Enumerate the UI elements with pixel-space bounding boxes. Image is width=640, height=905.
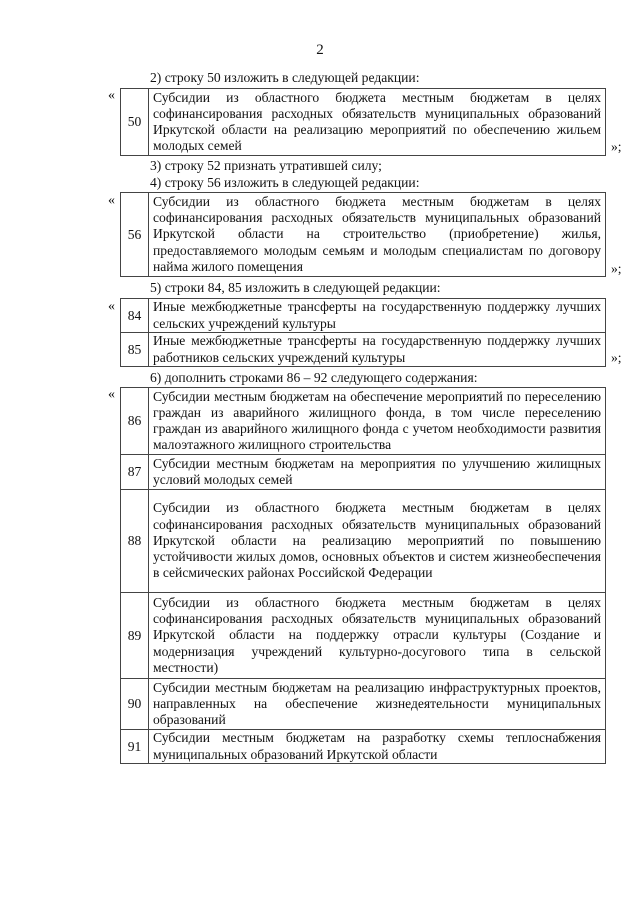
paragraph-6: 6) дополнить строками 86 – 92 следующего содержания:: [150, 370, 478, 385]
quote-open-1: «: [108, 88, 115, 103]
table-row: [121, 299, 606, 333]
row-number: 86: [121, 388, 149, 455]
quote-open-4: «: [108, 387, 115, 402]
row-number: 91: [121, 730, 149, 764]
table-row-50: [120, 88, 606, 156]
table-rows-86-91: [120, 387, 606, 764]
table-row: [121, 679, 606, 730]
table-row: [121, 593, 606, 679]
paragraph-3: 3) строку 52 признать утратившей силу;: [150, 158, 382, 173]
row-number: 50: [121, 89, 149, 156]
row-number: 87: [121, 455, 149, 490]
paragraph-5: 5) строки 84, 85 изложить в следующей редакции:: [150, 280, 441, 295]
row-number: 90: [121, 679, 149, 730]
row-text: Субсидии местным бюджетам на разработку схемы теплоснабжения муниципальных образований Иркутской области: [149, 730, 606, 764]
row-text: Субсидии из областного бюджета местным бюджетам в целях софинансирования расходных обязательств муниципальных образований Иркутской области на поддержку отрасли культуры (Создание и модернизация учреждений культурно-досугового типа в сельской местности): [149, 593, 606, 679]
table-row: [121, 333, 606, 367]
table-row: [121, 490, 606, 593]
row-number: 89: [121, 593, 149, 679]
row-text: Субсидии из областного бюджета местным бюджетам в целях софинансирования расходных обязательств муниципальных образований Иркутской области на реализацию мероприятий по повышению устойчивости жилых домов, основных объектов и систем жизнеобеспечения в сейсмических районах Российской Федерации: [149, 490, 606, 593]
row-number: 84: [121, 299, 149, 333]
quote-open-3: «: [108, 299, 115, 314]
page-number: 2: [316, 42, 324, 58]
row-text: Иные межбюджетные трансферты на государственную поддержку лучших работников сельских учреждений культуры: [149, 333, 606, 367]
row-text: Иные межбюджетные трансферты на государственную поддержку лучших сельских учреждений культуры: [149, 299, 606, 333]
table-row-56: [120, 192, 606, 277]
quote-close-2: »;: [611, 261, 622, 276]
row-text: Субсидии из областного бюджета местным бюджетам в целях софинансирования расходных обязательств муниципальных образований Иркутской области на реализацию мероприятий по обеспечению жильем молодых семей: [149, 89, 606, 156]
table-row: [121, 455, 606, 490]
table-row: [121, 730, 606, 764]
row-text: Субсидии из областного бюджета местным бюджетам в целях софинансирования расходных обязательств муниципальных образований Иркутской области на строительство (приобретение) жилья, предоставляемого молодым семьям и молодым специалистам по договору найма жилого помещения: [149, 193, 606, 277]
quote-close-3: »;: [611, 350, 622, 365]
row-number: 85: [121, 333, 149, 367]
row-text: Субсидии местным бюджетам на мероприятия по улучшению жилищных условий молодых семей: [149, 455, 606, 490]
quote-close-1: »;: [611, 139, 622, 154]
row-number: 88: [121, 490, 149, 593]
row-text: Субсидии местным бюджетам на реализацию инфраструктурных проектов, направленных на обеспечение жизнедеятельности муниципальных образований: [149, 679, 606, 730]
table-row: [121, 388, 606, 455]
table-rows-84-85: [120, 298, 606, 367]
paragraph-2: 2) строку 50 изложить в следующей редакции:: [150, 70, 420, 85]
row-text: Субсидии местным бюджетам на обеспечение мероприятий по переселению граждан из аварийного жилищного фонда, в том числе переселению граждан из аварийного жилищного фонда с учетом необходимости развития малоэтажного жилищного строительства: [149, 388, 606, 455]
quote-open-2: «: [108, 193, 115, 208]
paragraph-4: 4) строку 56 изложить в следующей редакции:: [150, 175, 420, 190]
row-number: 56: [121, 193, 149, 277]
